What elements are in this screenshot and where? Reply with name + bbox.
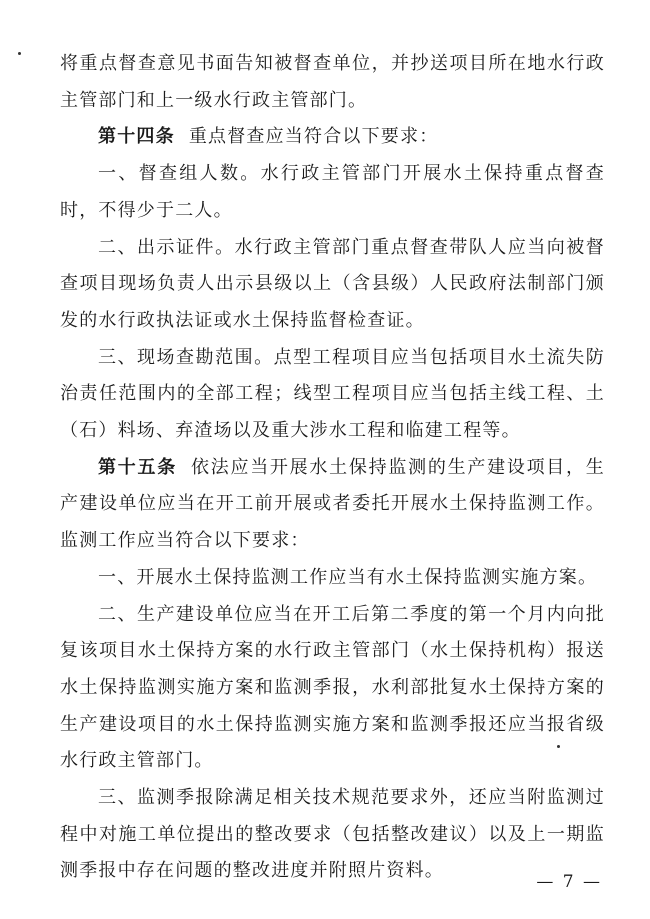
paragraph-text: 三、监测季报除满足相关技术规范要求外，还应当附监测过程中对施工单位提出的整改要求（包括整改建议）以及上一期监测季报中存在问题的整改进度并附照片资料。 xyxy=(60,787,605,882)
page-number: — 7 — xyxy=(536,872,602,892)
paragraph-text: 将重点督查意见书面告知被督查单位，并抄送项目所在地水行政主管部门和上一级水行政主管部门。 xyxy=(60,53,605,111)
paragraph-text: 一、开展水土保持监测工作应当有水土保持监测实施方案。 xyxy=(98,566,598,588)
article-14-heading xyxy=(60,119,605,156)
paragraph-text: 三、现场查勘范围。点型工程项目应当包括项目水土流失防治责任范围内的全部工程；线型工程项目应当包括主线工程、土（石）料场、弃渣场以及重大涉水工程和临建工程等。 xyxy=(60,346,605,442)
scan-mark xyxy=(18,52,21,55)
article-number: 第十四条 xyxy=(98,126,175,148)
paragraph xyxy=(60,230,605,340)
article-15-heading xyxy=(60,450,605,560)
paragraph-text: 二、出示证件。水行政主管部门重点督查带队人应当向被督查项目现场负责人出示县级以上（含县级）人民政府法制部门颁发的水行政执法证或水土保持监督检查证。 xyxy=(60,236,605,331)
paragraph-text: 二、生产建设单位应当在开工后第二季度的第一个月内向批复该项目水土保持方案的水行政主管部门（水土保持机构）报送水土保持监测实施方案和监测季报，水利部批复水土保持方案的生产建设项目的水土保持监测实施方案和监测季报还应当报省级水行政主管部门。 xyxy=(60,603,605,772)
paragraph xyxy=(60,597,605,781)
paragraph xyxy=(60,340,605,450)
paragraph xyxy=(60,46,605,119)
document-body xyxy=(60,46,605,890)
paragraph-text: 重点督查应当符合以下要求： xyxy=(188,126,439,148)
article-number: 第十五条 xyxy=(98,456,177,478)
paragraph xyxy=(60,780,605,890)
paragraph-text: 一、督查组人数。水行政主管部门开展水土保持重点督查时，不得少于二人。 xyxy=(60,163,605,221)
paragraph xyxy=(60,156,605,229)
paragraph xyxy=(60,560,605,597)
paragraph-text: 依法应当开展水土保持监测的生产建设项目，生产建设单位应当在开工前开展或者委托开展水土保持监测工作。监测工作应当符合以下要求： xyxy=(60,456,605,552)
